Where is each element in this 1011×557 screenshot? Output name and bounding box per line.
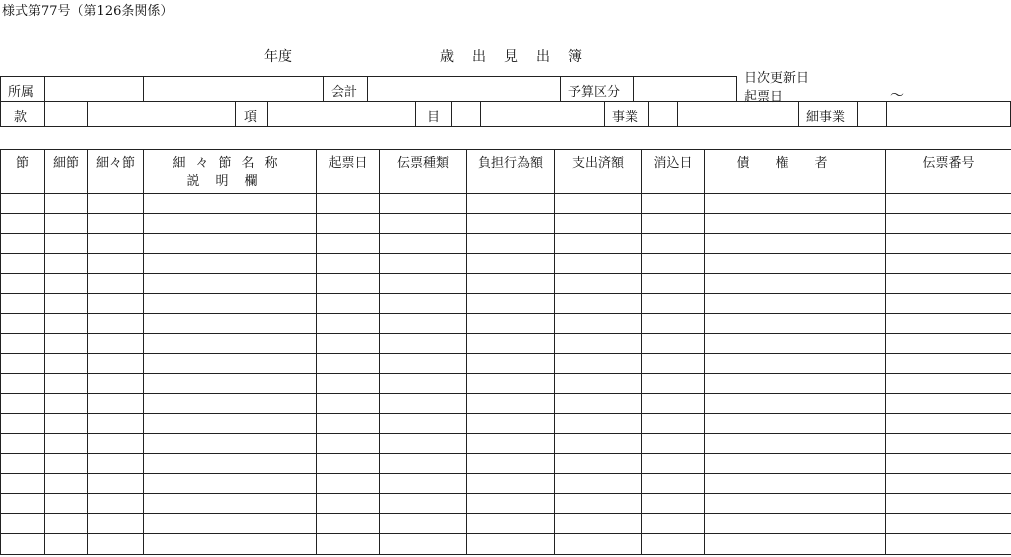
table-cell[interactable] — [317, 274, 380, 294]
table-cell[interactable] — [45, 514, 88, 534]
table-cell[interactable] — [642, 274, 705, 294]
table-cell[interactable] — [88, 414, 144, 434]
table-row — [1, 254, 1011, 274]
table-cell[interactable] — [886, 314, 1011, 334]
table-cell[interactable] — [705, 514, 886, 534]
table-cell[interactable] — [380, 354, 467, 374]
table-cell[interactable] — [1, 514, 45, 534]
table-cell[interactable] — [642, 494, 705, 514]
table-cell[interactable] — [317, 354, 380, 374]
table-cell[interactable] — [144, 434, 317, 454]
table-cell[interactable] — [380, 234, 467, 254]
table-cell[interactable] — [45, 374, 88, 394]
table-cell[interactable] — [467, 334, 555, 354]
table-cell[interactable] — [45, 234, 88, 254]
table-cell[interactable] — [144, 234, 317, 254]
table-cell[interactable] — [88, 454, 144, 474]
table-cell[interactable] — [705, 354, 886, 374]
budget-category-field[interactable] — [634, 77, 736, 101]
table-cell[interactable] — [88, 354, 144, 374]
table-cell[interactable] — [380, 454, 467, 474]
table-cell[interactable] — [144, 374, 317, 394]
table-cell[interactable] — [555, 474, 642, 494]
table-cell[interactable] — [642, 294, 705, 314]
account-field[interactable] — [368, 77, 559, 101]
table-cell[interactable] — [380, 434, 467, 454]
table-row — [1, 394, 1011, 414]
table-cell[interactable] — [1, 334, 45, 354]
table-cell[interactable] — [144, 314, 317, 334]
table-cell[interactable] — [1, 254, 45, 274]
table-cell[interactable] — [317, 494, 380, 514]
kan-name-field[interactable] — [88, 102, 234, 126]
table-cell[interactable] — [144, 534, 317, 555]
sub-project-label: 細事業 — [806, 110, 846, 125]
table-cell[interactable] — [467, 294, 555, 314]
table-cell[interactable] — [467, 274, 555, 294]
date-range-separator: ～ — [890, 88, 904, 104]
table-cell[interactable] — [642, 394, 705, 414]
table-row — [1, 514, 1011, 534]
table-cell[interactable] — [45, 274, 88, 294]
affiliation-label: 所属 — [8, 85, 35, 100]
table-cell[interactable] — [886, 474, 1011, 494]
table-cell[interactable] — [642, 214, 705, 234]
table-cell[interactable] — [705, 194, 886, 214]
table-cell[interactable] — [705, 374, 886, 394]
affiliation-name-field[interactable] — [144, 77, 322, 101]
table-cell[interactable] — [1, 354, 45, 374]
table-cell[interactable] — [886, 274, 1011, 294]
budget-category-label: 予算区分 — [568, 85, 621, 100]
table-cell[interactable] — [555, 514, 642, 534]
table-cell[interactable] — [555, 234, 642, 254]
table-cell[interactable] — [144, 494, 317, 514]
table-cell[interactable] — [1, 454, 45, 474]
table-row — [1, 354, 1011, 374]
col-item-name — [144, 150, 317, 194]
col-creditor — [705, 150, 886, 194]
table-cell[interactable] — [88, 194, 144, 214]
table-cell[interactable] — [555, 534, 642, 555]
table-cell[interactable] — [705, 314, 886, 334]
table-cell[interactable] — [317, 534, 380, 555]
table-cell[interactable] — [45, 494, 88, 514]
affiliation-field[interactable] — [45, 77, 142, 101]
table-cell[interactable] — [886, 414, 1011, 434]
table-cell[interactable] — [88, 374, 144, 394]
table-cell[interactable] — [467, 514, 555, 534]
col-cleared-date: 消込日 — [642, 150, 705, 194]
table-cell[interactable] — [886, 214, 1011, 234]
table-cell[interactable] — [705, 534, 886, 555]
table-cell[interactable] — [1, 494, 45, 514]
table-row — [1, 214, 1011, 234]
table-row — [1, 374, 1011, 394]
col-item-name-line1: 細々節名称 — [172, 156, 288, 171]
col-voucher-number: 伝票番号 — [886, 150, 1011, 194]
table-cell[interactable] — [144, 454, 317, 474]
table-cell[interactable] — [467, 494, 555, 514]
table-cell[interactable] — [886, 234, 1011, 254]
table-cell[interactable] — [705, 474, 886, 494]
table-cell[interactable] — [1, 474, 45, 494]
table-cell[interactable] — [555, 414, 642, 434]
table-cell[interactable] — [555, 434, 642, 454]
table-cell[interactable] — [45, 414, 88, 434]
table-cell[interactable] — [642, 354, 705, 374]
table-cell[interactable] — [467, 394, 555, 414]
table-cell[interactable] — [144, 274, 317, 294]
table-cell[interactable] — [705, 434, 886, 454]
table-cell[interactable] — [45, 294, 88, 314]
table-cell[interactable] — [467, 374, 555, 394]
table-cell[interactable] — [380, 374, 467, 394]
table-cell[interactable] — [1, 274, 45, 294]
table-cell[interactable] — [467, 454, 555, 474]
table-cell[interactable] — [380, 274, 467, 294]
table-cell[interactable] — [144, 294, 317, 314]
table-cell[interactable] — [705, 274, 886, 294]
table-cell[interactable] — [88, 534, 144, 555]
table-cell[interactable] — [705, 254, 886, 274]
table-cell[interactable] — [45, 434, 88, 454]
fiscal-year-label: 年度 — [264, 49, 292, 65]
table-cell[interactable] — [380, 294, 467, 314]
table-row — [1, 414, 1011, 434]
table-cell[interactable] — [144, 254, 317, 274]
col-saisetsu: 細節 — [45, 150, 88, 194]
project-label: 事業 — [612, 110, 639, 125]
table-cell[interactable] — [555, 454, 642, 474]
daily-update-date-label: 日次更新日 — [744, 71, 810, 86]
table-cell[interactable] — [642, 514, 705, 534]
table-cell[interactable] — [88, 394, 144, 414]
moku-name-field[interactable] — [481, 102, 603, 126]
table-cell[interactable] — [705, 334, 886, 354]
table-cell[interactable] — [88, 314, 144, 334]
table-cell[interactable] — [317, 234, 380, 254]
table-row — [1, 314, 1011, 334]
table-cell[interactable] — [642, 234, 705, 254]
table-cell[interactable] — [317, 214, 380, 234]
table-cell[interactable] — [317, 454, 380, 474]
table-cell[interactable] — [642, 534, 705, 555]
table-cell[interactable] — [1, 194, 45, 214]
kou-field[interactable] — [268, 102, 414, 126]
table-cell[interactable] — [555, 394, 642, 414]
table-cell[interactable] — [1, 434, 45, 454]
table-row — [1, 434, 1011, 454]
table-cell[interactable] — [45, 194, 88, 214]
table-cell[interactable] — [467, 254, 555, 274]
moku-label: 目 — [427, 110, 441, 125]
kan-label: 款 — [14, 110, 28, 125]
kan-code-field[interactable] — [45, 102, 86, 126]
table-cell[interactable] — [555, 294, 642, 314]
table-cell[interactable] — [467, 214, 555, 234]
table-cell[interactable] — [45, 314, 88, 334]
table-cell[interactable] — [886, 374, 1011, 394]
table-cell[interactable] — [144, 514, 317, 534]
col-commitment-amount: 負担行為額 — [467, 150, 555, 194]
table-cell[interactable] — [45, 394, 88, 414]
table-cell[interactable] — [555, 494, 642, 514]
table-cell[interactable] — [144, 394, 317, 414]
table-cell[interactable] — [467, 534, 555, 555]
form-number: 様式第77号（第126条関係） — [2, 4, 174, 19]
table-cell[interactable] — [317, 374, 380, 394]
table-cell[interactable] — [380, 194, 467, 214]
table-row — [1, 194, 1011, 214]
table-cell[interactable] — [317, 194, 380, 214]
table-cell[interactable] — [555, 314, 642, 334]
col-voucher-date: 起票日 — [317, 150, 380, 194]
table-cell[interactable] — [144, 214, 317, 234]
table-cell[interactable] — [642, 474, 705, 494]
col-setsu: 節 — [1, 150, 45, 194]
moku-code-field[interactable] — [452, 102, 479, 126]
project-code-field[interactable] — [649, 102, 676, 126]
table-cell[interactable] — [1, 394, 45, 414]
table-cell[interactable] — [380, 214, 467, 234]
table-cell[interactable] — [45, 254, 88, 274]
table-cell[interactable] — [886, 194, 1011, 214]
table-row — [1, 474, 1011, 494]
table-cell[interactable] — [88, 254, 144, 274]
table-cell[interactable] — [642, 314, 705, 334]
table-cell[interactable] — [317, 394, 380, 414]
table-cell[interactable] — [45, 474, 88, 494]
table-cell[interactable] — [642, 334, 705, 354]
table-cell[interactable] — [467, 354, 555, 374]
table-cell[interactable] — [467, 314, 555, 334]
table-cell[interactable] — [886, 394, 1011, 414]
table-cell[interactable] — [144, 474, 317, 494]
table-cell[interactable] — [705, 294, 886, 314]
table-cell[interactable] — [886, 514, 1011, 534]
table-cell[interactable] — [467, 434, 555, 454]
table-cell[interactable] — [642, 254, 705, 274]
table-cell[interactable] — [88, 434, 144, 454]
table-cell[interactable] — [1, 314, 45, 334]
table-cell[interactable] — [144, 194, 317, 214]
table-cell[interactable] — [317, 254, 380, 274]
table-cell[interactable] — [467, 194, 555, 214]
table-cell[interactable] — [380, 474, 467, 494]
sub-project-code-field[interactable] — [858, 102, 885, 126]
table-cell[interactable] — [144, 354, 317, 374]
table-cell[interactable] — [886, 434, 1011, 454]
table-cell[interactable] — [144, 334, 317, 354]
table-row — [1, 534, 1011, 555]
table-cell[interactable] — [88, 274, 144, 294]
table-cell[interactable] — [1, 414, 45, 434]
table-cell[interactable] — [380, 534, 467, 555]
table-cell[interactable] — [1, 534, 45, 555]
table-cell[interactable] — [555, 274, 642, 294]
table-cell[interactable] — [88, 334, 144, 354]
table-cell[interactable] — [886, 494, 1011, 514]
table-cell[interactable] — [45, 214, 88, 234]
table-cell[interactable] — [705, 234, 886, 254]
table-cell[interactable] — [642, 414, 705, 434]
table-cell[interactable] — [886, 354, 1011, 374]
ledger-body — [1, 194, 1011, 555]
table-cell[interactable] — [144, 414, 317, 434]
table-cell[interactable] — [88, 214, 144, 234]
table-cell[interactable] — [1, 234, 45, 254]
ledger-table — [0, 149, 1011, 555]
kou-label: 項 — [244, 110, 258, 125]
table-cell[interactable] — [555, 194, 642, 214]
col-saisaisetsu: 細々節 — [88, 150, 144, 194]
table-cell[interactable] — [705, 214, 886, 234]
table-cell[interactable] — [88, 294, 144, 314]
project-name-field[interactable] — [678, 102, 797, 126]
table-cell[interactable] — [380, 334, 467, 354]
table-cell[interactable] — [317, 474, 380, 494]
ledger-title: 歳出見出簿 — [440, 49, 600, 65]
table-cell[interactable] — [45, 534, 88, 555]
table-cell[interactable] — [886, 534, 1011, 555]
table-cell[interactable] — [886, 254, 1011, 274]
table-cell[interactable] — [1, 214, 45, 234]
table-row — [1, 234, 1011, 254]
table-cell[interactable] — [705, 454, 886, 474]
table-cell[interactable] — [88, 234, 144, 254]
table-cell[interactable] — [642, 434, 705, 454]
account-label: 会計 — [331, 85, 358, 100]
table-cell[interactable] — [88, 514, 144, 534]
table-cell[interactable] — [886, 454, 1011, 474]
table-cell[interactable] — [467, 474, 555, 494]
table-cell[interactable] — [317, 294, 380, 314]
table-cell[interactable] — [642, 194, 705, 214]
table-cell[interactable] — [705, 414, 886, 434]
table-cell[interactable] — [317, 334, 380, 354]
table-cell[interactable] — [380, 394, 467, 414]
table-cell[interactable] — [555, 214, 642, 234]
ledger-header-row — [1, 150, 1011, 194]
table-cell[interactable] — [380, 314, 467, 334]
table-cell[interactable] — [380, 414, 467, 434]
table-cell[interactable] — [467, 414, 555, 434]
table-cell[interactable] — [1, 374, 45, 394]
table-cell[interactable] — [317, 434, 380, 454]
sub-project-name-field[interactable] — [887, 102, 1010, 126]
col-voucher-type: 伝票種類 — [380, 150, 467, 194]
table-cell[interactable] — [555, 334, 642, 354]
table-cell[interactable] — [705, 494, 886, 514]
table-cell[interactable] — [317, 414, 380, 434]
table-cell[interactable] — [642, 374, 705, 394]
table-row — [1, 294, 1011, 314]
table-cell[interactable] — [45, 454, 88, 474]
col-expended-amount: 支出済額 — [555, 150, 642, 194]
table-cell[interactable] — [555, 374, 642, 394]
table-cell[interactable] — [317, 314, 380, 334]
table-cell[interactable] — [380, 494, 467, 514]
table-cell[interactable] — [555, 254, 642, 274]
table-cell[interactable] — [88, 474, 144, 494]
voucher-date-label: 起票日 — [744, 90, 784, 105]
table-cell[interactable] — [45, 334, 88, 354]
table-cell[interactable] — [886, 294, 1011, 314]
table-cell[interactable] — [317, 514, 380, 534]
table-cell[interactable] — [380, 514, 467, 534]
col-creditor-label: 債権者 — [736, 156, 854, 171]
table-row — [1, 334, 1011, 354]
table-cell[interactable] — [45, 354, 88, 374]
table-cell[interactable] — [88, 494, 144, 514]
table-cell[interactable] — [467, 234, 555, 254]
table-row — [1, 274, 1011, 294]
table-cell[interactable] — [1, 294, 45, 314]
table-cell[interactable] — [642, 454, 705, 474]
table-cell[interactable] — [705, 394, 886, 414]
table-cell[interactable] — [555, 354, 642, 374]
table-cell[interactable] — [886, 334, 1011, 354]
table-row — [1, 454, 1011, 474]
table-row — [1, 494, 1011, 514]
table-cell[interactable] — [380, 254, 467, 274]
col-item-name-line2: 説明欄 — [186, 174, 274, 189]
